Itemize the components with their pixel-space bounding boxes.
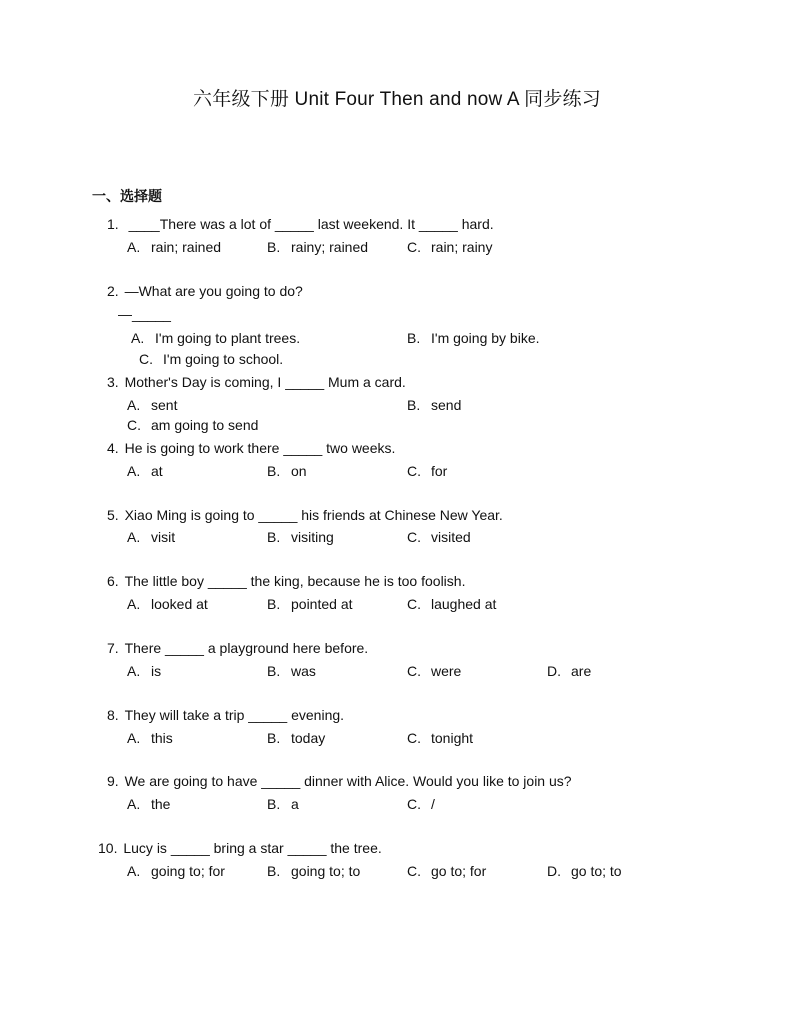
- option-c: C. I'm going to school.: [139, 351, 284, 367]
- question-number: 9.: [107, 773, 119, 789]
- option-a: A. rain; rained: [127, 239, 222, 255]
- question-stem: Xiao Ming is going to _____ his friends at Chinese New Year.: [124, 507, 503, 523]
- question-number: 5.: [107, 507, 119, 523]
- question-number: 6.: [107, 573, 119, 589]
- option-a: A. this: [127, 730, 173, 746]
- option-d: D. go to; to: [547, 863, 622, 879]
- option-a: A. the: [127, 796, 171, 812]
- option-a: A. at: [127, 463, 163, 479]
- section-heading: 一、选择题: [92, 188, 162, 204]
- option-b: B. I'm going by bike.: [407, 330, 540, 346]
- answer-blank: ____: [128, 216, 160, 232]
- option-b: B. a: [267, 796, 299, 812]
- option-c: C. am going to send: [127, 417, 259, 433]
- question-stem: He is going to work there _____ two weeks.: [124, 440, 396, 456]
- option-b: B. today: [267, 730, 326, 746]
- question-stem: Lucy is _____ bring a star _____ the tree.: [123, 840, 382, 856]
- answer-line: —_____: [118, 306, 171, 322]
- question-number: 1.: [107, 216, 119, 232]
- question-number: 4.: [107, 440, 119, 456]
- option-b: B. rainy; rained: [267, 239, 369, 255]
- option-b: B. visiting: [267, 529, 334, 545]
- question-number: 7.: [107, 640, 119, 656]
- question-10: [98, 839, 382, 857]
- option-a: A. looked at: [127, 596, 208, 612]
- option-c: C. visited: [407, 529, 471, 545]
- question-number: 2.: [107, 283, 119, 299]
- option-c: C. tonight: [407, 730, 474, 746]
- question-number: 3.: [107, 374, 119, 390]
- question-stem: There was a lot of _____ last weekend. It _____ hard.: [159, 216, 494, 232]
- question-stem: We are going to have _____ dinner with Alice. Would you like to join us?: [124, 773, 572, 789]
- question-4: [107, 439, 395, 457]
- question-stem: They will take a trip _____ evening.: [124, 707, 345, 723]
- question-stem: There _____ a playground here before.: [124, 640, 369, 656]
- option-a: A. going to; for: [127, 863, 225, 879]
- question-5: [107, 506, 503, 524]
- option-b: B. send: [407, 397, 462, 413]
- question-6: [107, 572, 465, 590]
- option-a: A. sent: [127, 397, 178, 413]
- question-2: [107, 282, 303, 300]
- question-8: [107, 706, 344, 724]
- question-3: [107, 373, 406, 391]
- option-b: B. pointed at: [267, 596, 353, 612]
- question-number: 8.: [107, 707, 119, 723]
- page-title: 六年级下册 Unit Four Then and now A 同步练习: [193, 89, 601, 110]
- option-d: D. are: [547, 663, 592, 679]
- question-stem: Mother's Day is coming, I _____ Mum a card.: [124, 374, 406, 390]
- option-b: B. on: [267, 463, 307, 479]
- question-stem: The little boy _____ the king, because he is too foolish.: [124, 573, 466, 589]
- option-a: A. I'm going to plant trees.: [131, 330, 301, 346]
- option-a: A. is: [127, 663, 162, 679]
- option-c: C. go to; for: [407, 863, 487, 879]
- option-b: B. going to; to: [267, 863, 361, 879]
- question-stem: —What are you going to do?: [124, 283, 303, 299]
- question-7: [107, 639, 368, 657]
- question-9: [107, 772, 572, 790]
- option-c: C. for: [407, 463, 448, 479]
- option-b: B. was: [267, 663, 316, 679]
- option-c: C. /: [407, 796, 435, 812]
- option-c: C. laughed at: [407, 596, 497, 612]
- option-c: C. were: [407, 663, 462, 679]
- question-1: [107, 215, 494, 233]
- option-a: A. visit: [127, 529, 176, 545]
- question-number: 10.: [98, 840, 118, 856]
- option-c: C. rain; rainy: [407, 239, 493, 255]
